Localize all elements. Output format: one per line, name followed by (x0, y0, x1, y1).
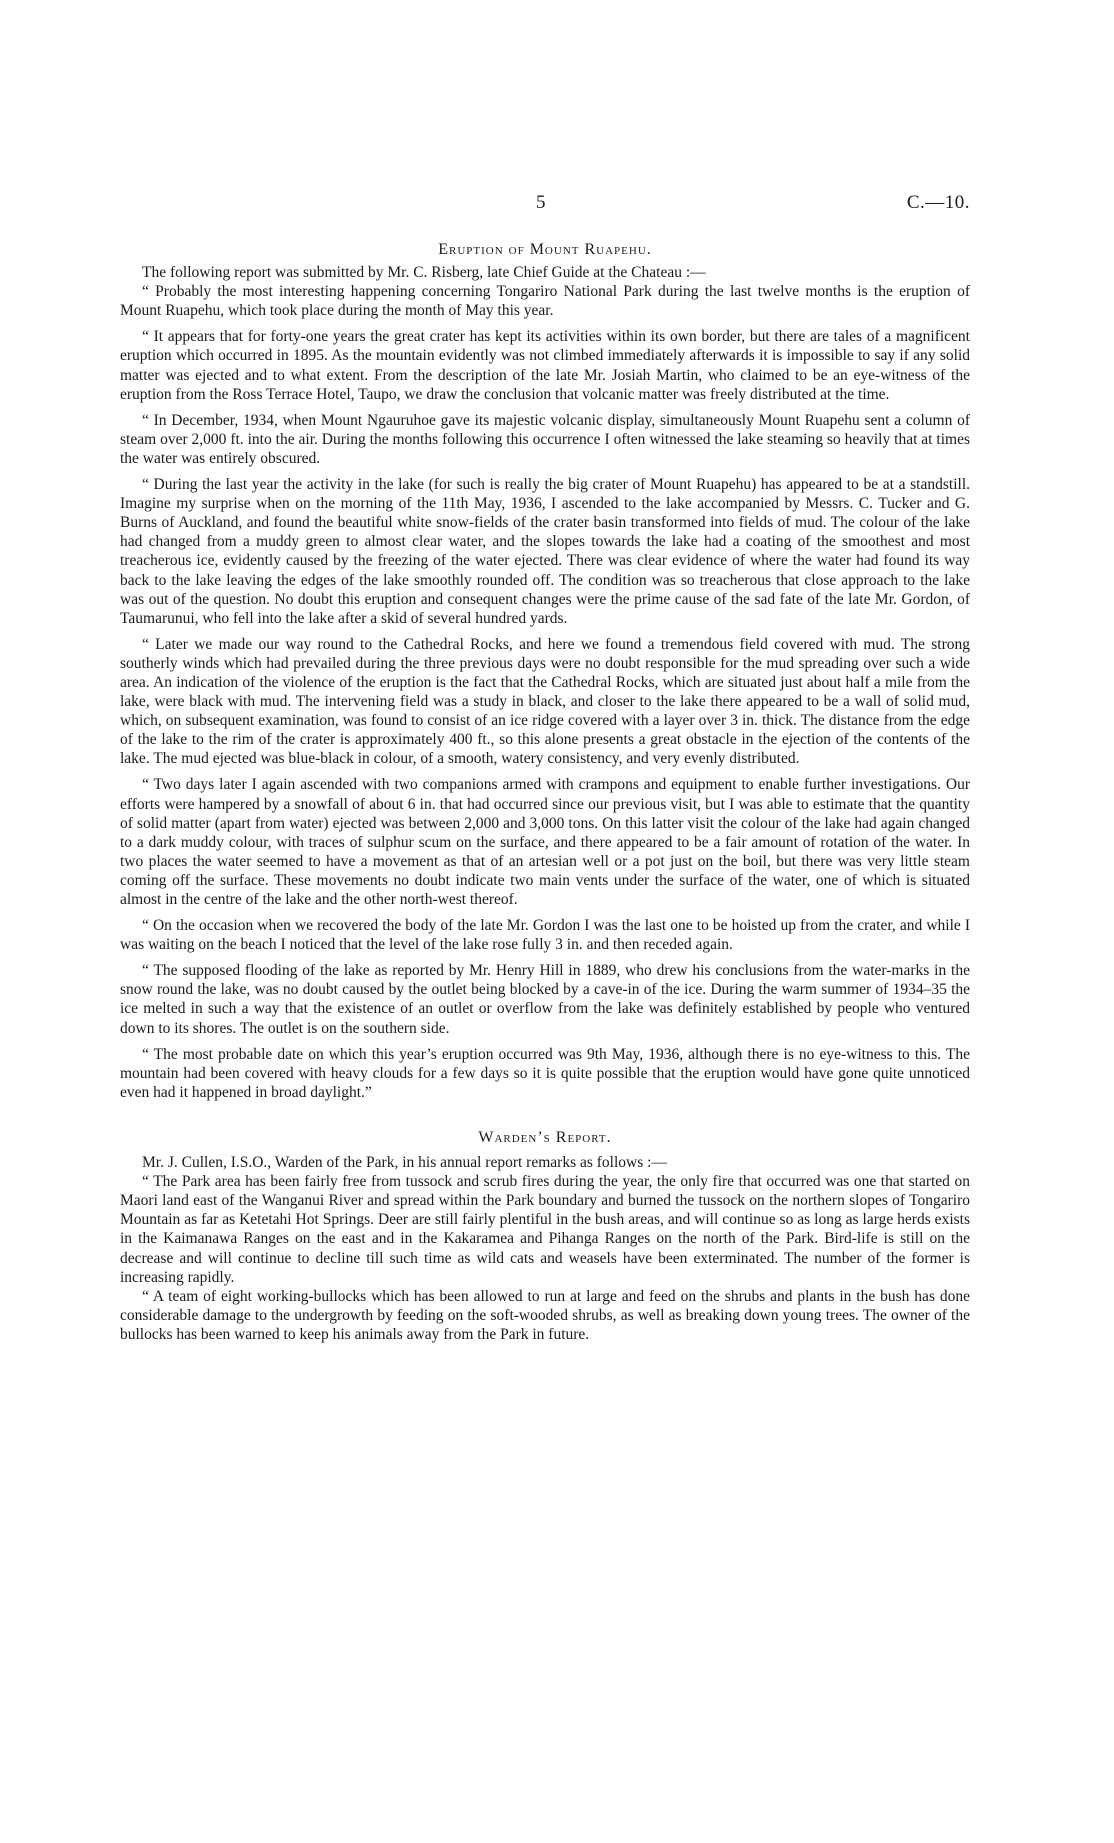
section-heading: Eruption of Mount Ruapehu. (438, 241, 652, 258)
page-header (120, 192, 970, 218)
paragraph: “ On the occasion when we recovered the body of the late Mr. Gordon I was the last one to be hoisted up from the crater, and while I was waiting on the beach I noticed that the level of the lake rose fully 3 in. and then receded again. (120, 917, 970, 954)
section-wardens-report (120, 1128, 970, 1344)
section-eruption (120, 240, 970, 1102)
paragraph: “ A team of eight working-bullocks which has been allowed to run at large and feed on the shrubs and plants in the bush has done considerable damage to the undergrowth by feeding on the soft-wooded shrubs, as well as breaking down young trees. The owner of the bullocks has been warned to keep his animals away from the Park in future. (120, 1287, 970, 1343)
paragraph: “ Later we made our way round to the Cathedral Rocks, and here we found a tremendous field covered with mud. The strong southerly winds which had prevailed during the three previous days were no doubt responsible for the mud spreading over such a wide area. An indication of the violence of the eruption is the fact that the Cathedral Rocks, which are situated just about half a mile from the lake, were black with mud. The intervening field was a study in black, and closer to the lake there appeared to be a wall of solid mud, which, on subsequent examination, was found to consist of an ice ridge covered with a layer over 3 in. thick. The distance from the edge of the lake to the rim of the crater is approximately 400 ft., so this alone presents a great obstacle in the ejection of the contents of the lake. The mud ejected was blue-black in colour, of a smooth, watery consistency, and very evenly distributed. (120, 635, 970, 768)
paragraph: “ During the last year the activity in the lake (for such is really the big crater of Mount Ruapehu) has appeared to be at a standstill. Imagine my surprise when on the morning of the 11th May, 1936, I ascended to the lake accompanied by Messrs. C. Tucker and G. Burns of Auckland, and found the beautiful white snow-fields of the crater basin transformed into fields of mud. The colour of the lake had changed from a muddy green to almost clear water, and the slopes towards the lake had a coating of the smoothest and most treacherous ice, evidently caused by the freezing of the water ejected. There was clear evidence of where the water had found its way back to the lake leaving the edges of the lake smoothly rounded off. The condition was so treacherous that close approach to the lake was out of the question. No doubt this eruption and consequent changes were the prime cause of the sad fate of the late Mr. Gordon, of Taumarunui, who fell into the lake after a skid of several hundred yards. (120, 476, 970, 627)
paragraph: “ Probably the most interesting happening concerning Tongariro National Park during the last twelve months is the eruption of Mount Ruapehu, which took place during the month of May this year. (120, 283, 970, 320)
section-heading: Warden’s Report. (478, 1128, 612, 1146)
paragraph: “ The most probable date on which this year’s eruption occurred was 9th May, 1936, although there is no eye-witness to this. The mountain had been covered with heavy clouds for a few days so it is quite possible that the eruption would have gone quite unnoticed even had it happened in broad daylight.” (120, 1045, 970, 1101)
section-intro: Mr. J. Cullen, I.S.O., Warden of the Park, in his annual report remarks as follows :— (142, 1154, 667, 1172)
paragraph: “ It appears that for forty-one years the great crater has kept its activities within its own border, but there are tales of a magnificent eruption which occurred in 1895. As the mountain evidently was not climbed immediately afterwards it is impossible to say if any solid matter was ejected and to what extent. From the description of the late Mr. Josiah Martin, who claimed to be an eye-witness of the eruption from the Ross Terrace Hotel, Taupo, we draw the conclusion that volcanic matter was freely distributed at the time. (120, 328, 970, 403)
paragraph: “ The supposed flooding of the lake as reported by Mr. Henry Hill in 1889, who drew his conclusions from the water-marks in the snow round the lake, was no doubt caused by the outlet being blocked by a cave-in of the ice. During the warm summer of 1934–35 the ice melted in such a way that the existence of an outlet or overflow from the lake was definitely established by people who ventured down to its shores. The outlet is on the southern side. (120, 962, 970, 1037)
page-number: 5 (536, 192, 546, 213)
paragraph: “ Two days later I again ascended with two companions armed with crampons and equipment to enable further investigations. Our efforts were hampered by a snowfall of about 6 in. that had occurred since our previous visit, but I was able to estimate that the quantity of solid matter (apart from water) ejected was between 2,000 and 3,000 tons. On this latter visit the colour of the lake had again changed to a dark muddy colour, with traces of sulphur scum on the surface, and there appeared to be a fair amount of rotation of the water. In two places the water seemed to have a movement as that of an artesian well or a pot just on the boil, but there was very little steam coming off the surface. These movements no doubt indicate two main vents under the surface of the water, one of which is situated almost in the centre of the lake and the other north-west thereof. (120, 776, 970, 908)
paragraph: “ The Park area has been fairly free from tussock and scrub fires during the year, the only fire that occurred was one that started on Maori land east of the Wanganui River and spread within the Park boundary and burned the tussock on the northern slopes of Tongariro Mountain as far as Ketetahi Hot Springs. Deer are still fairly plentiful in the bush areas, and will continue so as long as large herds exists in the Kaimanawa Ranges on the east and in the Kakaramea and Pihanga Ranges on the north of the Park. Bird-life is still on the decrease and will continue to decline till such time as wild cats and weasels have been exterminated. The number of the former is increasing rapidly. (120, 1173, 970, 1286)
section-intro: The following report was submitted by Mr. C. Risberg, late Chief Guide at the Chateau :— (142, 264, 706, 282)
paragraph: “ In December, 1934, when Mount Ngauruhoe gave its majestic volcanic display, simultaneously Mount Ruapehu sent a column of steam over 2,000 ft. into the air. During the months following this occurrence I often witnessed the lake steaming so heavily that at times the water was entirely obscured. (120, 411, 970, 467)
document-body (120, 240, 970, 1344)
document-reference: C.—10. (906, 192, 970, 213)
